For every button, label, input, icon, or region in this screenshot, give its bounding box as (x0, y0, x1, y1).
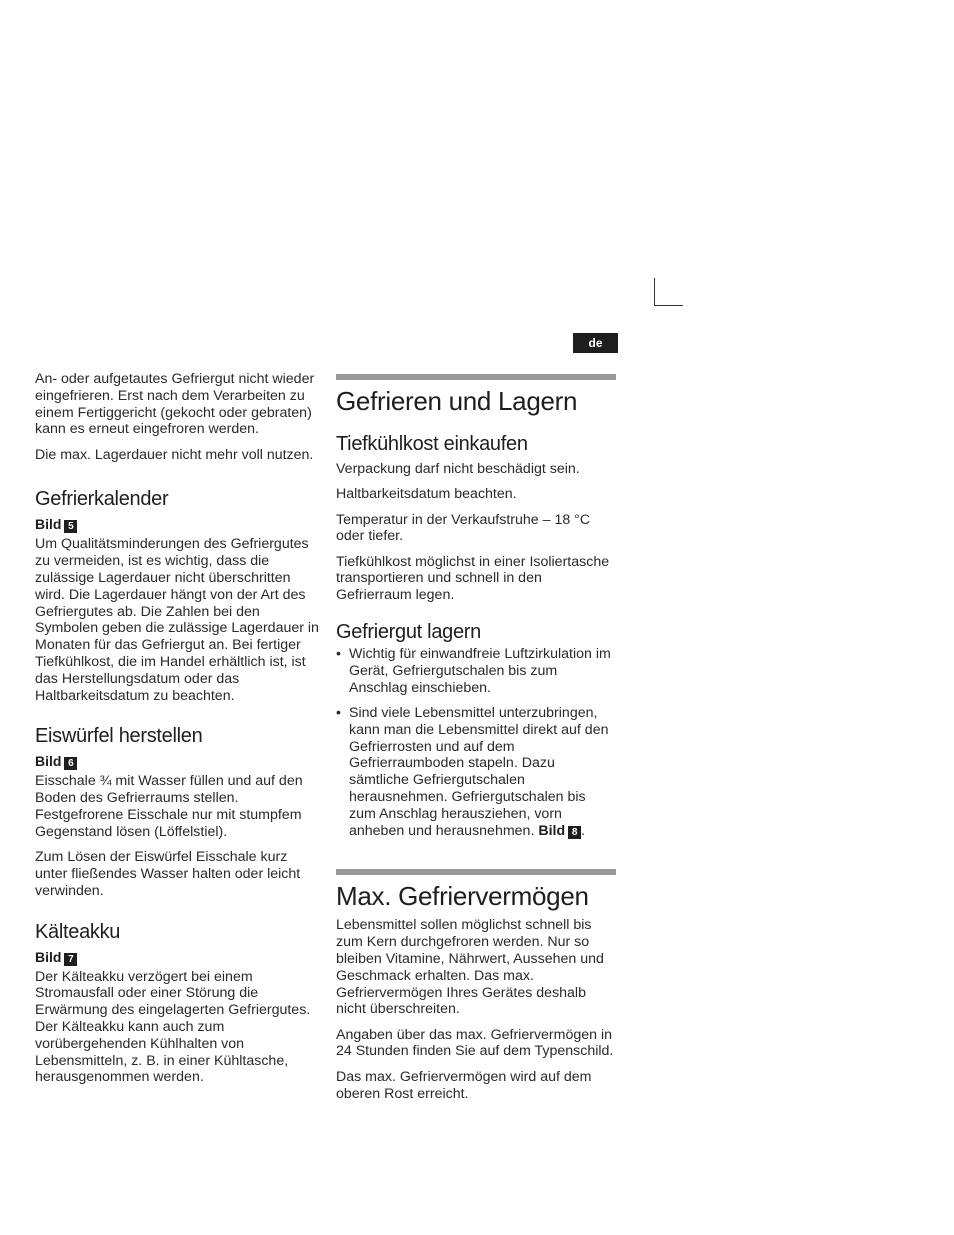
max-paragraph-1: Lebensmittel sollen möglichst schnell bis zum Kern durchgefroren werden. Nur so bleiben Vitamine, Nährwert, Aussehen und Geschmack erhalten. Das max. Gefriervermögen Ihres Gerätes deshalb nicht überschreiten. (336, 917, 604, 1018)
crop-mark (654, 278, 683, 306)
heading-gefriergut-lagern: Gefriergut lagern (336, 621, 481, 644)
list-item-end: . (581, 822, 586, 839)
left-column (35, 371, 320, 1095)
heading-eiswuerfel: Eiswürfel herstellen (35, 725, 203, 748)
section-rule (336, 374, 616, 380)
einkaufen-item-3: Temperatur in der Verkaufstruhe – 18 °C oder tiefer. (336, 511, 591, 545)
figure-number-badge: 8 (568, 826, 581, 839)
list-item-text: Wichtig für einwandfreie Luftzirkulation im Gerät, Gefriergutschalen bis zum Anschlag einschieben. (349, 646, 611, 696)
figure-number-badge: 7 (64, 953, 77, 966)
figure-ref-6 (35, 753, 320, 770)
section-rule (336, 869, 616, 875)
heading-kaelteakku: Kälteakku (35, 920, 121, 943)
einkaufen-item-2: Haltbarkeitsdatum beachten. (336, 486, 517, 503)
heading-max-gefriervermoegen: Max. Gefriervermögen (336, 881, 589, 912)
figure-ref-label: Bild (35, 516, 62, 533)
heading-gefrieren-und-lagern: Gefrieren und Lagern (336, 386, 578, 416)
bullet: • (336, 646, 341, 663)
max-paragraph-3: Das max. Gefriervermögen wird auf dem oberen Rost erreicht. (336, 1068, 592, 1102)
einkaufen-item-1: Verpackung darf nicht beschädigt sein. (336, 461, 580, 477)
figure-ref-label: Bild (538, 822, 566, 839)
intro-paragraph-2: Die max. Lagerdauer nicht mehr voll nutzen. (35, 446, 314, 463)
figure-number-badge: 5 (64, 520, 77, 533)
max-paragraph-2: Angaben über das max. Gefriervermögen in 24 Stunden finden Sie auf dem Typenschild. (336, 1026, 614, 1060)
figure-ref-5 (35, 516, 320, 533)
list-item (336, 646, 616, 696)
heading-gefrierkalender: Gefrierkalender (35, 488, 169, 511)
figure-number-badge: 6 (64, 757, 77, 770)
gefrierkalender-text: Um Qualitätsminderungen des Gefriergutes zu vermeiden, ist es wichtig, dass die zulässige Lagerdauer nicht überschritten wird. Die Lagerdauer hängt von der Art des Gefriergutes ab. Die Zahlen bei den Symbolen geben die zulässige Lagerdauer in Monaten für das Gefriergut an. Bei fertiger Tiefkühlkost, die im Handel erhältlich ist, ist das Herstellungsdatum oder das Haltbarkeitsdatum zu beachten. (35, 536, 319, 704)
figure-ref-label: Bild (35, 753, 62, 770)
right-column (336, 371, 616, 1111)
figure-ref-label: Bild (35, 948, 62, 965)
einkaufen-item-4: Tiefkühlkost möglichst in einer Isoliertasche transportieren und schnell in den Gefrierraum legen. (336, 553, 610, 604)
list-item (336, 705, 616, 839)
eiswuerfel-text-1: Eisschale ¾ mit Wasser füllen und auf den Boden des Gefrierraums stellen. Festgefrorene Eisschale nur mit stumpfem Gegenstand lösen (Löffelstiel). (35, 773, 303, 840)
bullet: • (336, 704, 341, 721)
figure-ref-7 (35, 949, 320, 966)
kaelteakku-text: Der Kälteakku verzögert bei einem Stromausfall oder einer Störung die Erwärmung des eingelagerten Gefriergutes. Der Kälteakku kann auch zum vorübergehenden Kühlhalten von Lebensmitteln, z. B. in einer Kühltasche, herausgenommen werden. (35, 968, 311, 1086)
lagern-list (336, 646, 616, 839)
list-item-text: Sind viele Lebensmittel unterzubringen, kann man die Lebensmittel direkt auf den Gefrierrosten und auf dem Gefrierraumboden stapeln. Dazu sämtliche Gefriergutschalen herausnehmen. Gefriergutschalen bis zum Anschlag herausziehen, vorn anheben und herausnehmen. (349, 704, 609, 839)
heading-tiefkuehlkost-einkaufen: Tiefkühlkost einkaufen (336, 433, 528, 455)
language-badge: de (573, 333, 618, 353)
eiswuerfel-text-2: Zum Lösen der Eiswürfel Eisschale kurz unter fließendes Wasser halten oder leicht verwinden. (35, 849, 301, 899)
intro-paragraph-1: An- oder aufgetautes Gefriergut nicht wieder eingefrieren. Erst nach dem Verarbeiten zu einem Fertiggericht (gekocht oder gebraten) kann es erneut eingefroren werden. (35, 371, 315, 438)
